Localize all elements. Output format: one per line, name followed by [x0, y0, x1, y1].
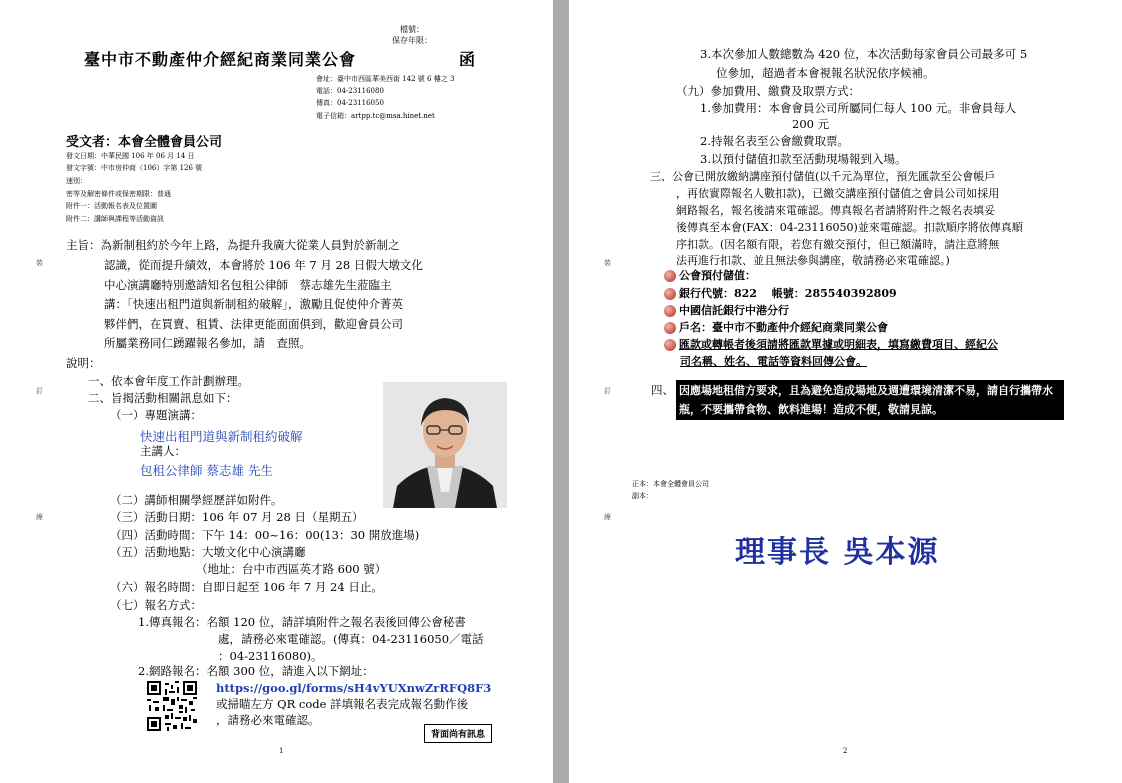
issue-date: 發文日期：中華民國 106 年 06 月 14 日 [66, 152, 195, 160]
address: 會址：臺中市西區華美西街 142 號 6 樓之 3 [316, 75, 455, 83]
binding-mark: 裝 [604, 259, 611, 267]
letterhead-title: 臺中市不動產仲介經紀商業同業公會 [84, 50, 357, 69]
prepaid-paragraph: 序扣款。(因名額有限，若您有繳交預付，但已額滿時，請注意將無 [676, 238, 1000, 251]
bullet-icon [664, 322, 676, 334]
qr-instruction: ，請務必來電確認。 [216, 713, 320, 727]
page-number: 2 [843, 747, 848, 755]
explanation-heading: 說明： [66, 356, 101, 370]
attachment-1: 附件一：活動報名表及位置圖 [66, 202, 157, 210]
bank-info-2: 銀行代號：822 帳號：285540392809 [664, 285, 897, 301]
item-4-label: 四、 [651, 383, 674, 397]
binding-mark: 裝 [36, 259, 43, 267]
recipient: 受文者：本會全體會員公司 [66, 135, 223, 150]
participant-limit: 3.本次參加人數總數為 420 位，本次活動每家會員公司最多可 5 [700, 47, 1028, 61]
bullet-icon [664, 339, 676, 351]
chairman-signature: 理事長 吳本源 [735, 535, 940, 570]
registration-url-link[interactable]: https://goo.gl/forms/sH4vYUXnwZrRFQ8F3 [216, 681, 492, 695]
binding-mark: 線 [36, 513, 43, 521]
copy-original: 正本：本會全體會員公司 [632, 480, 709, 488]
explanation-item-2: 二、旨揭活動相關訊息如下： [88, 391, 238, 405]
binding-mark: 訂 [36, 387, 43, 395]
subject-line: 講：「快速出租門道與新制租約破解」，激勵且促使仲介菁英 [104, 297, 403, 311]
fax-registration: 1.傳真報名：名額 120 位，請詳填附件之報名表後回傳公會秘書 [138, 615, 466, 629]
bank-info-4: 戶名：臺中市不動產仲介經紀商業同業公會 [664, 319, 888, 335]
fee-heading: （九）參加費用、繳費及取票方式： [676, 84, 860, 98]
subject-line: 夥伴們，在買賣、租賃、法律更能面面俱到，歡迎會員公司 [104, 317, 403, 331]
fax: 傳真：04-23116050 [316, 99, 384, 107]
speed-class: 速別： [66, 177, 87, 185]
explanation-item-1: 一、依本會年度工作計劃辦理。 [88, 374, 249, 388]
detail-6: （六）報名時間：自即日起至 106 年 7 月 24 日止。 [110, 580, 383, 594]
participant-limit: 位參加，超過者本會視報名狀況依序候補。 [716, 66, 935, 80]
document-number: 發文字號：中市房仲商（106）字第 126 號 [66, 164, 203, 172]
lecture-topic: 快速出租門道與新制租約破解 [140, 429, 303, 444]
document-type: 函 [459, 50, 476, 69]
attachment-2: 附件二：講師與課程等活動資訊 [66, 215, 164, 223]
archive-number: 檔號： [400, 25, 424, 34]
page-number: 1 [279, 747, 284, 755]
bank-info-5: 匯款或轉帳者後須請將匯款單據或明細表，填寫繳費項目、經紀公 [664, 336, 998, 352]
bullet-icon [664, 270, 676, 282]
phone: 電話：04-23116080 [316, 87, 384, 95]
retention-period: 保存年限： [392, 36, 432, 45]
detail-5: （五）活動地點：大墩文化中心演講廳 [110, 545, 306, 559]
lecture-heading: （一）專題演講： [110, 408, 202, 422]
qr-instruction: 或掃瞄左方 QR code 詳填報名表完成報名動作後 [216, 697, 469, 711]
detail-5-address: （地址：台中市西區英才路 600 號） [196, 562, 387, 576]
detail-7: （七）報名方式： [110, 598, 202, 612]
prepaid-paragraph: 網路報名，報名後請來電確認。傳真報名者請將附件之報名表填妥 [676, 204, 995, 217]
prepaid-paragraph: 法再進行扣款、並且無法參與講座，敬請務必來電確認。) [676, 254, 950, 267]
bank-info-3: 中國信託銀行中港分行 [664, 302, 789, 318]
back-page-notice: 背面尚有訊息 [424, 724, 492, 743]
prepaid-paragraph: 後傳真至本會(FAX：04-23116050)並來電確認。扣款順序將依傳真順 [676, 221, 1023, 234]
subject-line: 所屬業務同仁踴躍報名參加，請 查照。 [104, 336, 311, 350]
web-registration: 2.網路報名：名額 300 位，請進入以下網址： [138, 664, 374, 678]
prepaid-paragraph: ，再依實際報名人數扣款)，已繳交講座預付儲值之會員公司如採用 [676, 187, 1000, 200]
fee-item-1: 1.參加費用：本會會員公司所屬同仁每人 100 元。非會員每人 [700, 101, 1017, 115]
bank-info-1: 公會預付儲值： [664, 267, 756, 283]
prepaid-paragraph: 三、公會已開放繳納講座預付儲值(以千元為單位，預先匯款至公會帳戶 [650, 170, 996, 183]
fee-item-3: 3.以預付儲值扣款至活動現場報到入場。 [700, 152, 907, 166]
venue-notice: 因應場地租借方要求，且為避免造成場地及週遭環境清潔不易，請自行攜帶水瓶，不要攜帶食物、飲料進場！造成不便，敬請見諒。 [676, 380, 1064, 420]
detail-2: （二）講師相關學經歷詳如附件。 [110, 493, 283, 507]
bank-info-5: 司名稱、姓名、電話等資料回傳公會。 [680, 355, 867, 368]
subject-line: 認識，從而提升績效，本會將於 106 年 7 月 28 日假大墩文化 [104, 258, 423, 272]
email: 電子信箱：artpp.tc@msa.hinet.net [316, 112, 435, 120]
subject-line: 主旨：為新制租約於今年上路，為提升我廣大從業人員對於新制之 [66, 238, 400, 252]
speaker-photo [383, 382, 507, 508]
speaker-label: 主講人： [140, 444, 186, 458]
qr-code-icon[interactable] [147, 681, 197, 731]
copy-cc: 副本： [632, 492, 653, 500]
binding-mark: 線 [604, 513, 611, 521]
subject-line: 中心演講廳特別邀請知名包租公律師 蔡志雄先生蒞臨主 [104, 278, 392, 292]
bullet-icon [664, 305, 676, 317]
speaker-name: 包租公律師 蔡志雄 先生 [140, 463, 273, 478]
fax-registration: ：04-23116080)。 [218, 649, 323, 663]
fee-item-2: 2.持報名表至公會繳費取票。 [700, 134, 849, 148]
security-level: 密等及解密條件或保密期限：普通 [66, 190, 171, 198]
detail-3: （三）活動日期：106 年 07 月 28 日（星期五） [110, 510, 364, 524]
detail-4: （四）活動時間：下午 14：00~16：00(13：30 開放進場) [110, 528, 420, 542]
fee-item-1: 200 元 [792, 117, 830, 131]
binding-mark: 訂 [604, 387, 611, 395]
bullet-icon [664, 288, 676, 300]
fax-registration: 處，請務必來電確認。(傳真：04-23116050／電話 [218, 632, 484, 646]
document-page-1 [0, 0, 553, 783]
